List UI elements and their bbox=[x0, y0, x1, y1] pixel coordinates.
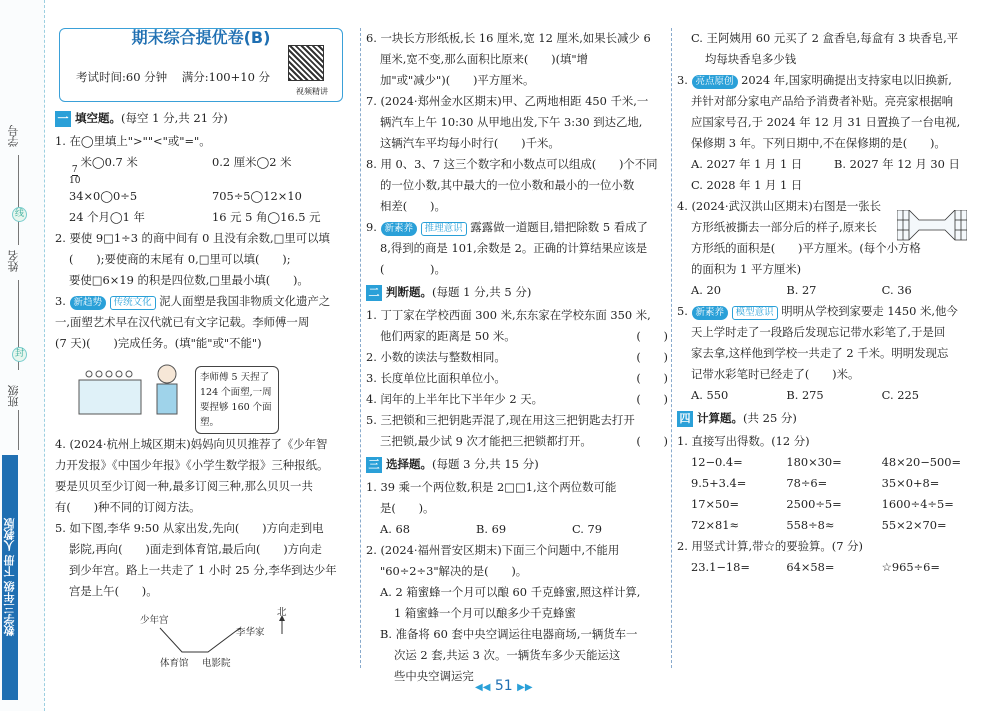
j1-line1: 1. 丁丁家在学校西面 300 米,东东家在学校东面 350 米, bbox=[366, 308, 651, 322]
binding-margin bbox=[0, 0, 45, 711]
section-note: (每题 1 分,共 5 分) bbox=[432, 285, 532, 299]
q9-line3: ( )。 bbox=[380, 262, 446, 276]
c3-line1: 3. 亮点原创 2024 年,国家明确提出支持家电以旧换新, bbox=[677, 73, 952, 87]
calc-item: 2500÷5= bbox=[786, 497, 842, 511]
q3-line2: 一,面塑艺术早在汉代就已有文字记载。李师傅一周 bbox=[55, 315, 310, 329]
c2-line2: "60÷2÷3"解决的是( )。 bbox=[380, 564, 528, 578]
option-c[interactable]: C. 225 bbox=[881, 388, 919, 402]
culture-tag: 传统文化 bbox=[110, 296, 156, 310]
page-number: ◀◀ 51 ▶▶ bbox=[475, 678, 533, 694]
q7-line3: 这辆汽车平均每小时行( )千米。 bbox=[380, 136, 560, 150]
calc-row bbox=[677, 473, 977, 494]
qr-label: 视频精讲 bbox=[296, 87, 328, 96]
section-judge bbox=[366, 282, 668, 303]
column-divider-1 bbox=[360, 28, 361, 668]
map-youth-palace: 少年宫 bbox=[140, 615, 169, 626]
q8-line2: 的一位小数,其中最大的一位小数和最小的一位小数 bbox=[380, 178, 635, 192]
option-a[interactable]: A. 20 bbox=[691, 283, 721, 297]
c2-option-b1[interactable]: B. 准备将 60 套中央空调运往电器商场,一辆货车一 bbox=[380, 627, 638, 641]
line-mark: 线 bbox=[12, 207, 27, 222]
q6-line2: 厘米,宽不变,那么面积比原来( )(填"增 bbox=[380, 52, 589, 66]
q1-r3b: 16 元 5 角◯16.5 元 bbox=[212, 210, 321, 224]
k2-item-c: ☆965÷6= bbox=[881, 560, 940, 574]
option-c[interactable]: C. 36 bbox=[881, 283, 912, 297]
section-fill bbox=[55, 108, 355, 129]
c1-line2: 是( )。 bbox=[380, 501, 435, 515]
calc-row bbox=[677, 515, 977, 536]
answer-paren[interactable]: ( ) bbox=[636, 392, 668, 406]
calc-item: 17×50= bbox=[691, 497, 740, 511]
column-3 bbox=[677, 28, 977, 578]
c3-options-1 bbox=[677, 154, 977, 175]
exam-info bbox=[76, 67, 270, 88]
q4-line3: 要是贝贝至少订阅一种,最多订阅三种,那么贝贝一共 bbox=[55, 479, 313, 493]
class-line bbox=[18, 410, 19, 450]
c2-option-b2: 次运 2 套,共运 3 次。一辆货车多少天能运这 bbox=[394, 648, 621, 662]
book-strip: 数学三年级 下册 人教版 bbox=[2, 455, 18, 700]
calc-item: 180×30= bbox=[786, 455, 842, 469]
section-badge: 三 bbox=[366, 457, 382, 473]
q5-line4: 宫是上午( )。 bbox=[69, 584, 158, 598]
exam-title: 期末综合提优卷(B) bbox=[131, 28, 271, 47]
option-b[interactable]: B. 69 bbox=[476, 522, 507, 536]
student-no-line bbox=[18, 155, 19, 245]
calc-item: 9.5+3.4= bbox=[691, 476, 747, 490]
k2-items bbox=[677, 557, 977, 578]
q1-r1a: 米◯0.7 米 bbox=[80, 155, 138, 169]
k2-item-b: 64×58= bbox=[786, 560, 835, 574]
answer-paren[interactable]: ( ) bbox=[636, 329, 668, 343]
calc-item: 78÷6= bbox=[786, 476, 828, 490]
section-title: 选择题。 bbox=[386, 457, 432, 471]
c5-line2: 天上学时走了一段路后发现忘记带水彩笔了,于是回 bbox=[691, 325, 946, 339]
section-badge: 四 bbox=[677, 411, 693, 427]
calc-grid bbox=[677, 452, 977, 536]
calc-item: 1600÷4÷5= bbox=[881, 497, 954, 511]
section-title: 填空题。 bbox=[75, 111, 121, 125]
k2-title: 2. 用竖式计算,带☆的要验算。(7 分) bbox=[677, 539, 863, 553]
answer-paren[interactable]: ( ) bbox=[636, 434, 668, 448]
q2-line2: ( );要使商的末尾有 0,□里可以填( ); bbox=[69, 252, 291, 266]
map-cinema: 电影院 bbox=[202, 658, 231, 669]
section-title: 计算题。 bbox=[697, 411, 743, 425]
sculptor-illustration bbox=[55, 354, 195, 432]
option-a[interactable]: A. 550 bbox=[691, 388, 729, 402]
calc-item: 48×20−500= bbox=[881, 455, 962, 469]
c3-line3: 应国家号召,于 2024 年 12 月 31 日置换了一台电视, bbox=[691, 115, 961, 129]
q2-line3: 要使□6×19 的积是四位数,□里最小填( )。 bbox=[69, 273, 309, 287]
section-calc bbox=[677, 408, 977, 429]
q1-r3a: 24 个月◯1 年 bbox=[69, 210, 145, 224]
seal-mark: 封 bbox=[12, 347, 27, 362]
q7-line2: 辆汽车上午 10:30 从甲地出发,下午 3:30 到达乙地, bbox=[380, 115, 643, 129]
column-divider-2 bbox=[671, 28, 672, 668]
option-b[interactable]: B. 27 bbox=[786, 283, 817, 297]
north-indicator: 北 bbox=[277, 607, 287, 618]
c5-options bbox=[677, 385, 977, 406]
calc-item: 72×81≈ bbox=[691, 518, 740, 532]
c2-option-a1[interactable]: A. 2 箱蜜蜂一个月可以酿 60 千克蜂蜜,照这样计算, bbox=[380, 585, 641, 599]
title-box bbox=[59, 28, 343, 102]
q9-line2: 8,得到的商是 101,余数是 2。正确的计算结果应该是 bbox=[380, 241, 648, 255]
route-map bbox=[140, 607, 300, 670]
calc-row bbox=[677, 494, 977, 515]
q1-row1 bbox=[55, 152, 355, 186]
fraction: $\frac{7}{10}$ bbox=[69, 165, 81, 186]
q1-r2b: 705÷5◯12×10 bbox=[212, 189, 302, 203]
q4-line1: 4. (2024·杭州上城区期末)妈妈向贝贝推荐了《少年智 bbox=[55, 437, 328, 451]
q8-line3: 相差( )。 bbox=[380, 199, 446, 213]
q4-line2: 力开发报》《中国少年报》《小学生数学报》三种报纸。 bbox=[55, 458, 329, 472]
option-b[interactable]: B. 2027 年 12 月 30 日 bbox=[834, 157, 960, 171]
c4-line1: 4. (2024·武汉洪山区期末)右图是一张长 bbox=[677, 199, 882, 213]
q3-line1: 3. 新趋势 传统文化 泥人面塑是我国非物质文化遗产之 bbox=[55, 294, 331, 308]
calc-item: 12−0.4= bbox=[691, 455, 743, 469]
calc-item: 55×2×70= bbox=[881, 518, 947, 532]
map-gym: 体育馆 bbox=[160, 658, 189, 669]
trend-tag: 新趋势 bbox=[70, 296, 107, 310]
option-a[interactable]: A. 68 bbox=[380, 522, 410, 536]
k2-item-a: 23.1−18= bbox=[691, 560, 750, 574]
section-title: 判断题。 bbox=[386, 285, 432, 299]
c3-line2: 并针对部分家电产品给予消费者补贴。亮亮家根据响 bbox=[691, 94, 953, 108]
answer-paren[interactable]: ( ) bbox=[636, 371, 668, 385]
c1-options bbox=[366, 519, 668, 540]
j4: 4. 闰年的上半年比下半年少 2 天。 ( ) bbox=[366, 389, 668, 410]
reasoning-tag: 推理意识 bbox=[421, 222, 467, 236]
c1-line1: 1. 39 乘一个两位数,积是 2□□1,这个两位数可能 bbox=[366, 480, 617, 494]
q4-line4: 有( )种不同的订阅方法。 bbox=[55, 500, 201, 514]
c2-line1: 2. (2024·福州晋安区期末)下面三个问题中,不能用 bbox=[366, 543, 620, 557]
calc-row bbox=[677, 452, 977, 473]
section-note: (共 25 分) bbox=[743, 411, 797, 425]
torn-paper-figure bbox=[897, 210, 967, 246]
prev-arrow-icon[interactable]: ◀◀ bbox=[475, 682, 491, 693]
model-tag: 模型意识 bbox=[732, 306, 778, 320]
option-b[interactable]: B. 275 bbox=[786, 388, 824, 402]
student-no-label: 学号 bbox=[7, 125, 20, 147]
option-a[interactable]: A. 2027 年 1 月 1 日 bbox=[691, 157, 803, 171]
j3: 3. 长度单位比面积单位小。 ( ) bbox=[366, 368, 668, 389]
c5-line4: 记带水彩笔时已经走了( )米。 bbox=[691, 367, 860, 381]
calc-item: 558÷8≈ bbox=[786, 518, 835, 532]
q2-line1: 2. 要使 9□1÷3 的商中间有 0 且没有余数,□里可以填 bbox=[55, 231, 330, 245]
q5-line3: 到少年宫。路上一共走了 1 小时 25 分,李华到达少年 bbox=[69, 563, 337, 577]
literacy-tag: 新素养 bbox=[692, 306, 729, 320]
next-arrow-icon[interactable]: ▶▶ bbox=[517, 682, 533, 693]
q5-line2: 影院,再向( )面走到体育馆,最后向( )方向走 bbox=[69, 542, 322, 556]
exam-score: 满分:100+10 分 bbox=[181, 70, 271, 84]
q7-line1: 7. (2024·郑州金水区期末)甲、乙两地相距 450 千米,一 bbox=[366, 94, 649, 108]
answer-paren[interactable]: ( ) bbox=[636, 350, 668, 364]
class-label: 班级 bbox=[7, 385, 20, 407]
c4-line3: 方形纸的面积是( )平方厘米。(每个小方格 bbox=[691, 241, 921, 255]
c4-line4: 的面积为 1 平方厘米) bbox=[691, 262, 802, 276]
section-choice bbox=[366, 454, 668, 475]
column-2 bbox=[366, 28, 668, 687]
q6-line3: 加"或"减少")( )平方厘米。 bbox=[380, 73, 535, 87]
section-badge: 二 bbox=[366, 285, 382, 301]
c2-option-c1[interactable]: C. 王阿姨用 60 元买了 2 盒香皂,每盒有 3 块香皂,平 bbox=[691, 31, 959, 45]
j5-line2: 三把锁,最少试 9 次才能把三把锁都打开。 ( ) bbox=[366, 431, 668, 452]
q1-row3 bbox=[55, 207, 355, 228]
option-c[interactable]: C. 79 bbox=[572, 522, 603, 536]
option-c[interactable]: C. 2028 年 1 月 1 日 bbox=[691, 178, 803, 192]
c2-option-a2: 1 箱蜜蜂一个月可以酿多少千克蜂蜜 bbox=[394, 606, 576, 620]
calc-item: 35×0+8= bbox=[881, 476, 940, 490]
section-badge: 一 bbox=[55, 111, 71, 127]
q9-line1: 9. 新素养 推理意识 露露做一道题目,错把除数 5 看成了 bbox=[366, 220, 648, 234]
section-note: (每空 1 分,共 21 分) bbox=[121, 111, 228, 125]
c4-options bbox=[677, 280, 977, 301]
name-label: 姓名 bbox=[7, 250, 20, 272]
j1-line2: 他们两家的距离是 50 米。 ( ) bbox=[366, 326, 668, 347]
q1-stem: 1. 在◯里填上">""<"或"="。 bbox=[55, 134, 211, 148]
q6-line1: 6. 一块长方形纸板,长 16 厘米,宽 12 厘米,如果长减少 6 bbox=[366, 31, 651, 45]
original-tag: 亮点原创 bbox=[692, 75, 738, 89]
c5-line3: 家去拿,这样他到学校一共走了 2 千米。明明发现忘 bbox=[691, 346, 949, 360]
c2-option-c2: 均每块香皂多少钱 bbox=[705, 52, 797, 66]
c2-option-b3: 些中央空调运完 bbox=[394, 669, 474, 683]
q1-row2 bbox=[55, 186, 355, 207]
q3-line3: (7 天)( )完成任务。(填"能"或"不能") bbox=[55, 336, 262, 350]
column-1 bbox=[55, 28, 355, 602]
q8-line1: 8. 用 0、3、7 这三个数字和小数点可以组成( )个不同 bbox=[366, 157, 658, 171]
literacy-tag: 新素养 bbox=[381, 222, 418, 236]
q1-r2a: 34×0◯0÷5 bbox=[69, 189, 138, 203]
speech-bubble: 李师傅 5 天捏了 124 个面塑,一周要捏够 160 个面塑。 bbox=[195, 366, 279, 434]
q5-line1: 5. 如下图,李华 9:50 从家出发,先向( )方向走到电 bbox=[55, 521, 324, 535]
c4-line2: 方形纸被撕去一部分后的样子,原来长 bbox=[691, 220, 877, 234]
map-home: 李华家 bbox=[236, 627, 265, 638]
k1-title: 1. 直接写出得数。(12 分) bbox=[677, 434, 810, 448]
j5-line1: 5. 三把锁和三把钥匙弄混了,现在用这三把钥匙去打开 bbox=[366, 413, 635, 427]
c3-line4: 保修期 3 年。下列日期中,不在保修期的是( )。 bbox=[691, 136, 946, 150]
exam-time: 考试时间:60 分钟 bbox=[76, 70, 168, 84]
c5-line1: 5. 新素养 模型意识 明明从学校到家要走 1450 米,他今 bbox=[677, 304, 958, 318]
q1-r1b: 0.2 厘米◯2 米 bbox=[212, 155, 292, 169]
j2: 2. 小数的读法与整数相同。 ( ) bbox=[366, 347, 668, 368]
section-note: (每题 3 分,共 15 分) bbox=[432, 457, 539, 471]
qr-code-icon[interactable] bbox=[288, 45, 324, 81]
